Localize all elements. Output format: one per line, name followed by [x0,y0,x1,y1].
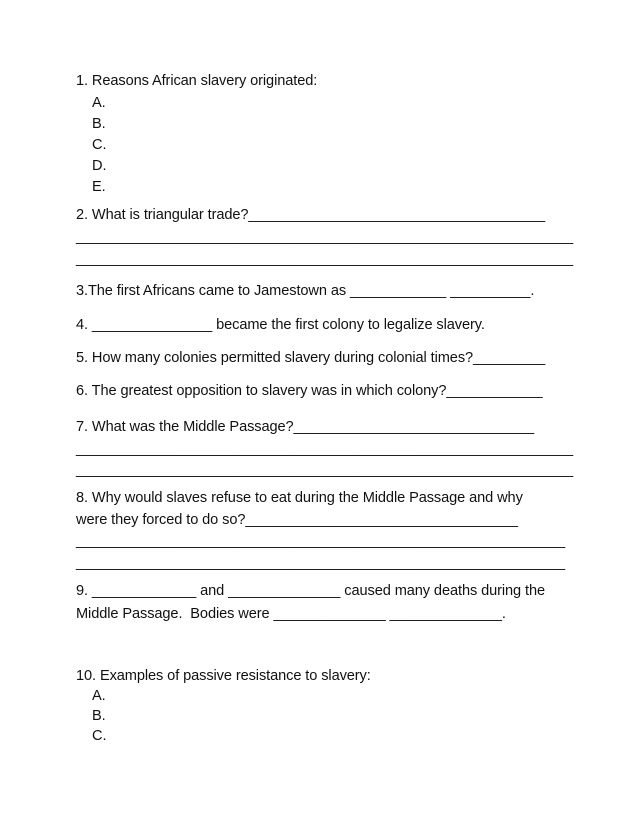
q1-option-a: A. [92,95,106,111]
q7-answer-line: ______________________________________________________________ [76,441,574,457]
question-10: 10. Examples of passive resistance to slavery: [76,668,371,684]
question-8-continued: were they forced to do so?__________________________________ [76,512,518,528]
q10-option-c: C. [92,728,107,744]
question-9-continued: Middle Passage. Bodies were ______________ ______________. [76,606,506,622]
q7-answer-line: ______________________________________________________________ [76,462,574,478]
q10-option-b: B. [92,708,106,724]
q2-answer-line: ______________________________________________________________ [76,251,574,267]
q10-option-a: A. [92,688,106,704]
q8-answer-line: _____________________________________________________________ [76,555,565,571]
question-6: 6. The greatest opposition to slavery was in which colony?____________ [76,383,543,399]
question-4: 4. _______________ became the first colony to legalize slavery. [76,317,485,333]
question-8: 8. Why would slaves refuse to eat during the Middle Passage and why [76,490,523,506]
question-7: 7. What was the Middle Passage?______________________________ [76,419,535,435]
question-1: 1. Reasons African slavery originated: [76,73,318,89]
question-3: 3.The first Africans came to Jamestown as ____________ __________. [76,283,535,299]
q1-option-d: D. [92,158,107,174]
q8-answer-line: _____________________________________________________________ [76,533,565,549]
q1-option-c: C. [92,137,107,153]
question-9: 9. _____________ and ______________ caused many deaths during the [76,583,546,599]
q2-answer-line: ______________________________________________________________ [76,229,574,245]
q1-option-e: E. [92,179,106,195]
q1-option-b: B. [92,116,106,132]
question-2: 2. What is triangular trade?_____________________________________ [76,207,546,223]
question-5: 5. How many colonies permitted slavery during colonial times?_________ [76,350,546,366]
